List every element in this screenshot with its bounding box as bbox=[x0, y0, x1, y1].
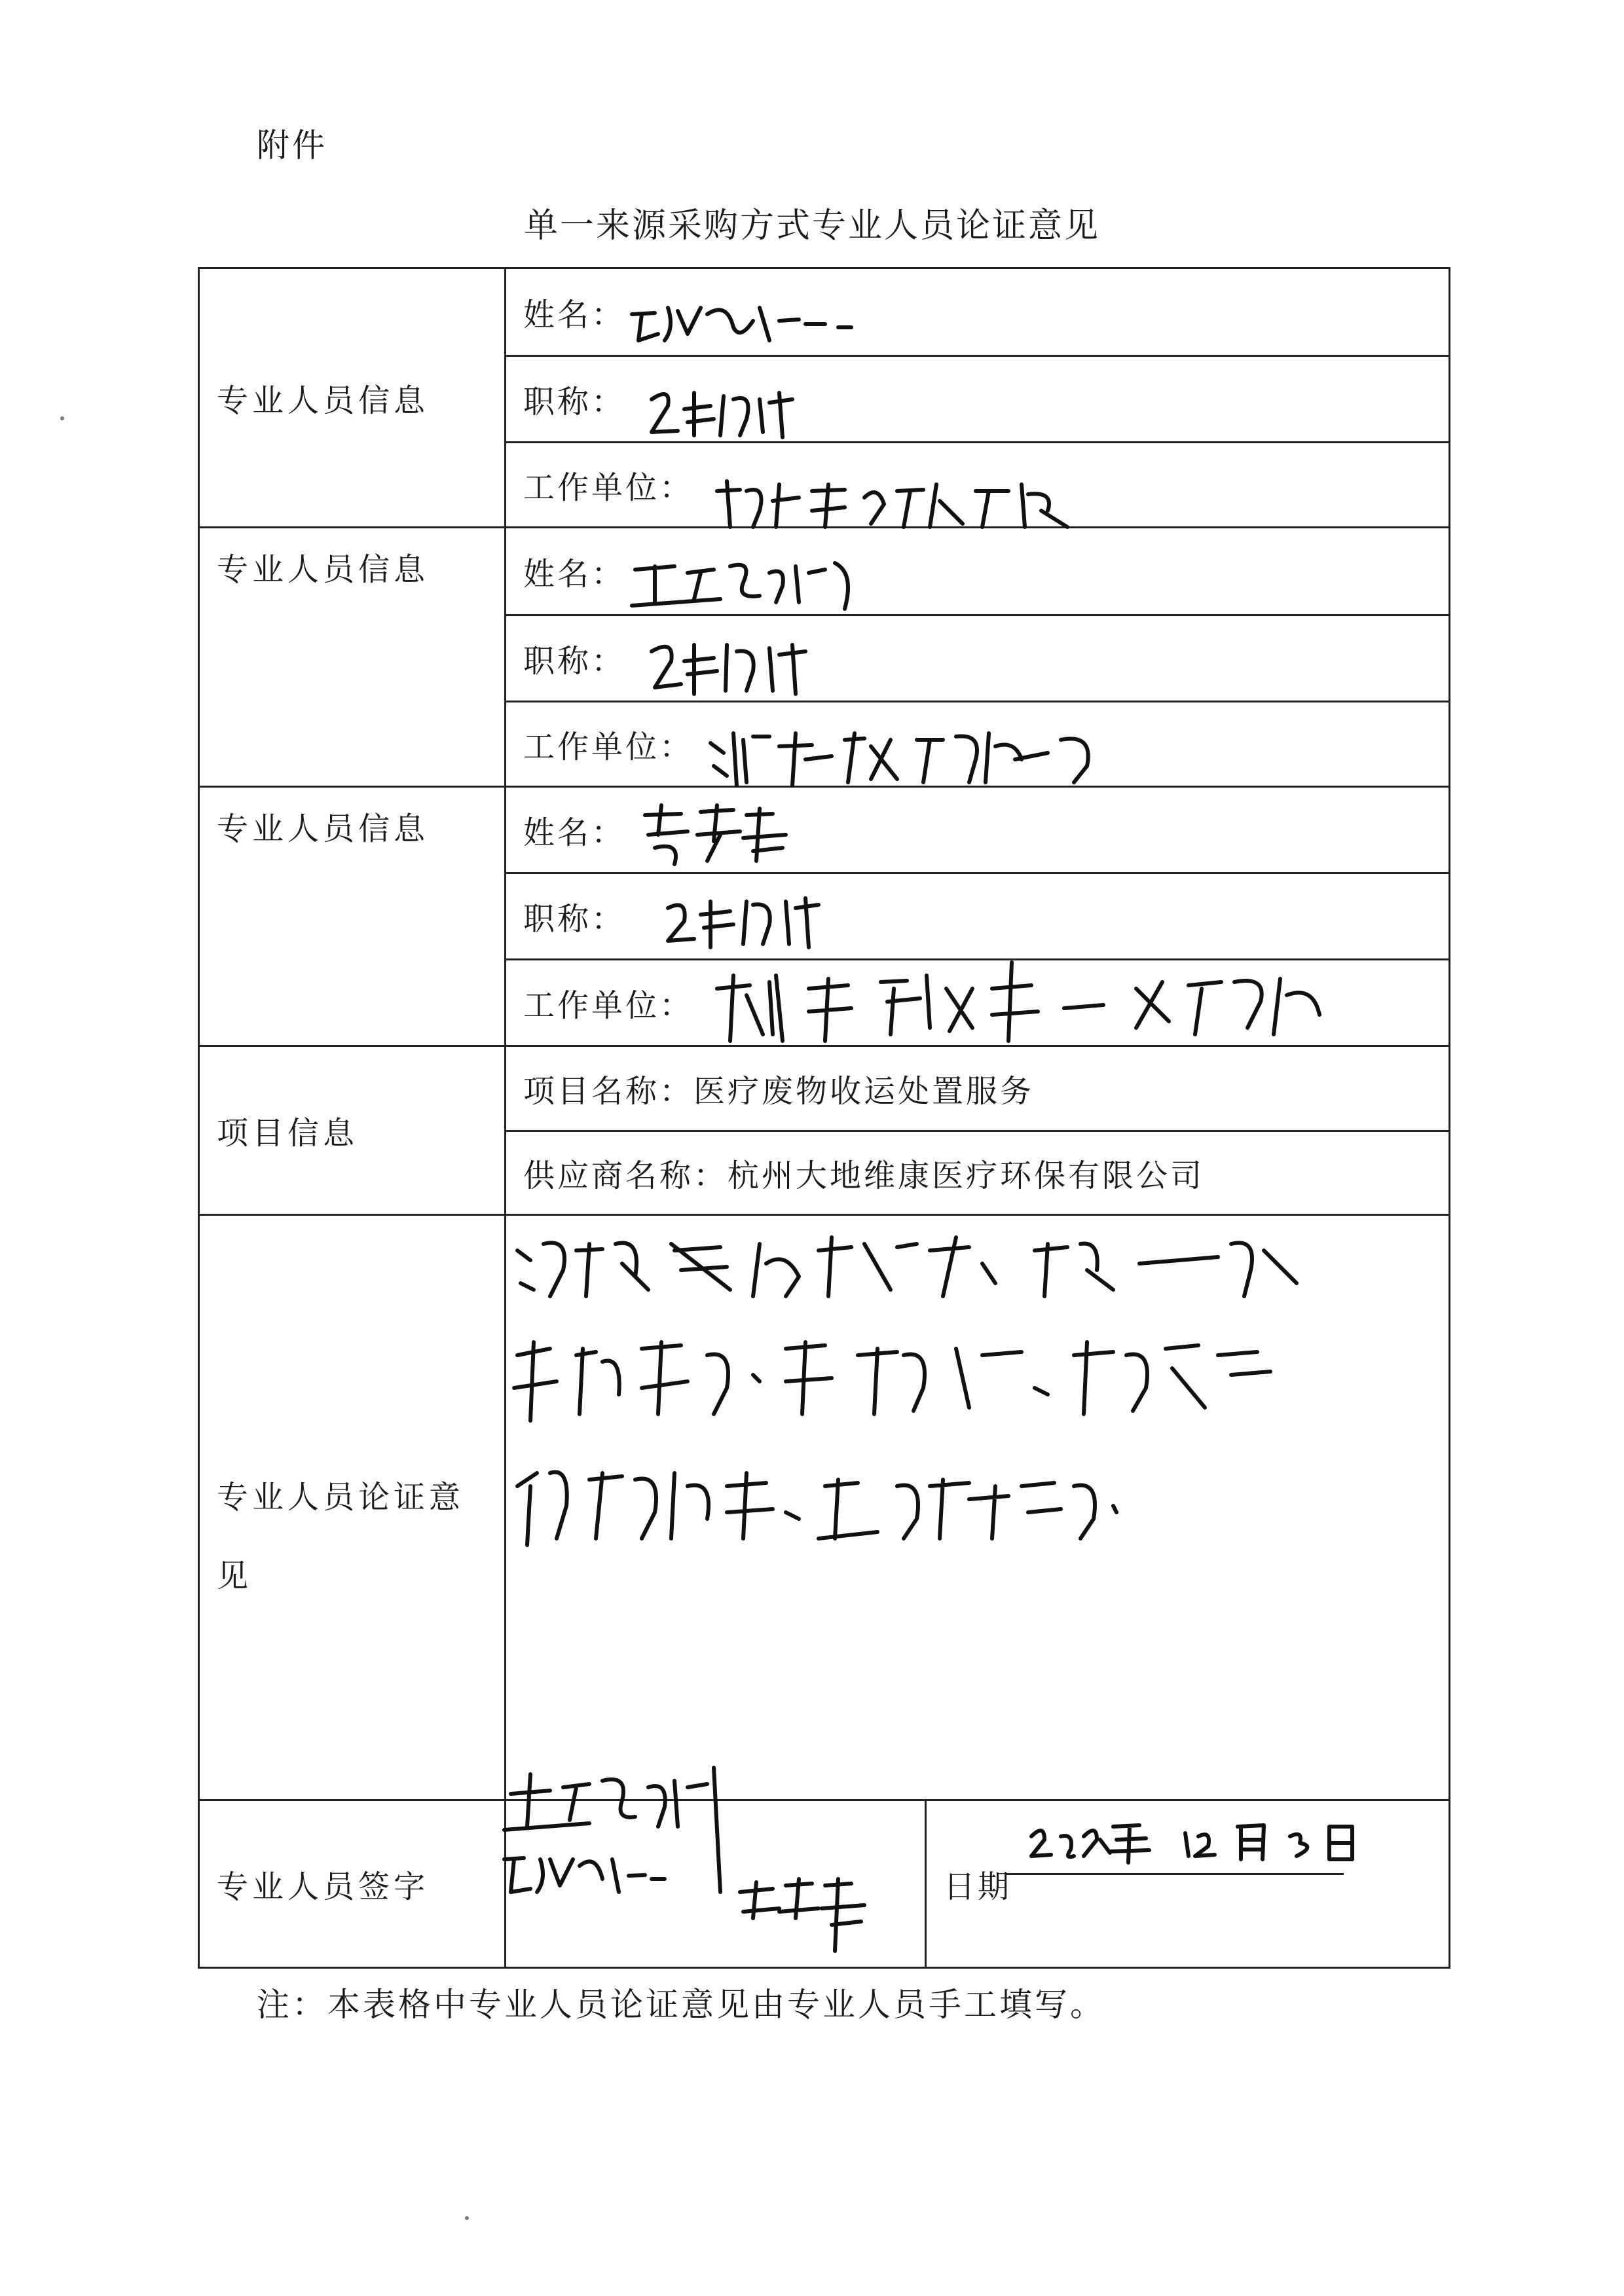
project-info-label: 项目信息 bbox=[199, 1046, 506, 1215]
personnel-info-label-1: 专业人员信息 bbox=[199, 268, 506, 528]
date-underline bbox=[1005, 1873, 1344, 1875]
work-unit-field-3: 工作单位： bbox=[506, 960, 1450, 1046]
name-field-3: 姓名： bbox=[506, 787, 1450, 873]
job-title-field-3: 职称： bbox=[506, 873, 1450, 960]
opinion-label: 专业人员论证意见 bbox=[199, 1215, 506, 1800]
name-field-2: 姓名： bbox=[506, 528, 1450, 615]
opinion-field bbox=[506, 1215, 1450, 1800]
date-field bbox=[926, 1800, 1450, 1968]
scan-speck bbox=[465, 2216, 469, 2220]
personnel-info-label-3: 专业人员信息 bbox=[199, 787, 506, 1046]
job-title-field-2: 职称： bbox=[506, 615, 1450, 702]
page-title: 单一来源采购方式专业人员论证意见 bbox=[523, 206, 1100, 246]
demonstration-form bbox=[198, 267, 1450, 1969]
work-unit-field-2: 工作单位： bbox=[506, 702, 1450, 787]
signature-label: 专业人员签字 bbox=[199, 1800, 506, 1968]
footnote: 注：本表格中专业人员论证意见由专业人员手工填写。 bbox=[257, 1986, 1105, 2024]
job-title-field-1: 职称： bbox=[506, 356, 1450, 443]
project-name-field: 项目名称：医疗废物收运处置服务 bbox=[506, 1046, 1450, 1131]
name-field-1: 姓名： bbox=[506, 268, 1450, 356]
date-label: 日期 bbox=[944, 1868, 1012, 1905]
personnel-info-label-2: 专业人员信息 bbox=[199, 528, 506, 787]
work-unit-field-1: 工作单位： bbox=[506, 443, 1450, 528]
signature-field bbox=[506, 1800, 926, 1968]
scan-speck bbox=[60, 416, 64, 420]
supplier-name-field: 供应商名称：杭州大地维康医疗环保有限公司 bbox=[506, 1131, 1450, 1215]
attachment-label: 附件 bbox=[257, 126, 327, 164]
